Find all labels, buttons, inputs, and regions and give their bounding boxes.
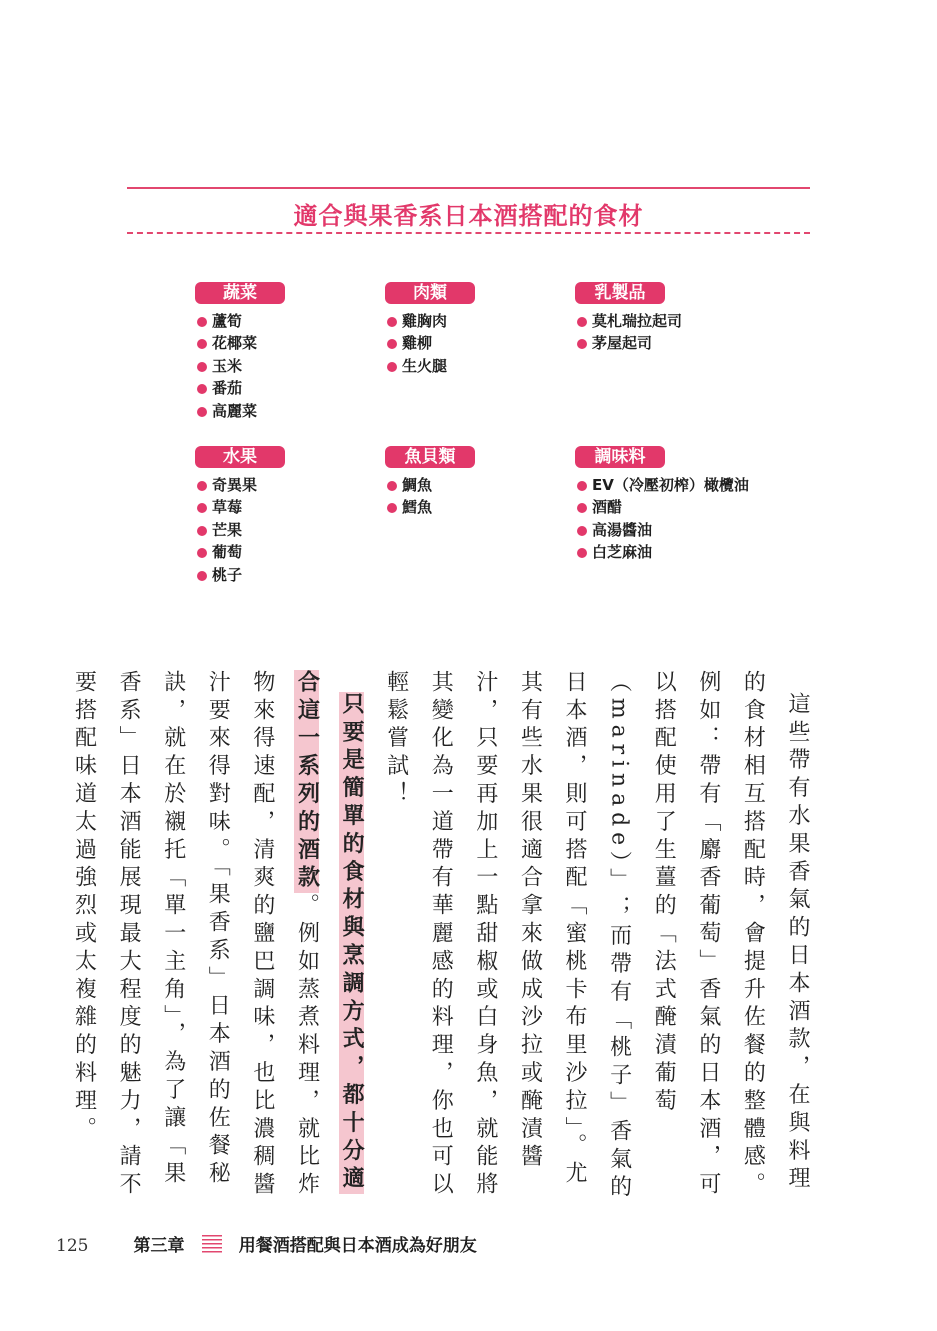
- list-item: 莫札瑞拉起司: [575, 310, 765, 332]
- bullet-dot-icon: [387, 503, 397, 513]
- bullet-dot-icon: [197, 481, 207, 491]
- bullet-dot-icon: [387, 317, 397, 327]
- list-item: 茅屋起司: [575, 332, 765, 354]
- bullet-dot-icon: [577, 503, 587, 513]
- title-top-rule: [127, 187, 810, 189]
- category-fruit: [195, 446, 385, 586]
- list-item: 草莓: [195, 496, 385, 518]
- list-item: 葡萄: [195, 541, 385, 563]
- list-item: 奇異果: [195, 474, 385, 496]
- category-meat: [385, 282, 575, 377]
- list-item: 鱈魚: [385, 496, 575, 518]
- list-item: 生火腿: [385, 355, 575, 377]
- bullet-dot-icon: [577, 317, 587, 327]
- list-item: 高麗菜: [195, 400, 385, 422]
- bullet-dot-icon: [387, 481, 397, 491]
- paragraph-2: [61, 670, 373, 1210]
- list-item: 白芝麻油: [575, 541, 805, 563]
- running-title: 用餐酒搭配與日本酒成為好朋友: [238, 1236, 477, 1256]
- bullet-dot-icon: [387, 339, 397, 349]
- category-seasoning: [575, 446, 805, 564]
- chapter-label: 第三章: [133, 1236, 185, 1256]
- bullet-dot-icon: [577, 548, 587, 558]
- list-item: 雞柳: [385, 332, 575, 354]
- bullet-dot-icon: [197, 339, 207, 349]
- category-vegetables: [195, 282, 385, 422]
- bullet-dot-icon: [197, 362, 207, 372]
- category-seafood: [385, 446, 575, 519]
- title-dashed-rule: [127, 232, 810, 234]
- paragraph-2-text: 。例如蒸煮料理，就比炸物來得速配，清爽的鹽巴調味，也比濃稠醬汁要來得對味。「果香系」日本酒的佐餐秘訣，就在於襯托「單一主角」，為了讓「果香系」日本酒能展現最大程度的魅力，請不要搭配味道太過強烈或太複雜的料理。: [71, 670, 320, 1201]
- list-item: 高湯醬油: [575, 519, 805, 541]
- bullet-dot-icon: [197, 503, 207, 513]
- bullet-dot-icon: [577, 526, 587, 536]
- body-text: [71, 670, 819, 1210]
- list-item: 花椰菜: [195, 332, 385, 354]
- list-item: 雞胸肉: [385, 310, 575, 332]
- category-label: 肉類: [385, 282, 475, 304]
- category-label: 魚貝類: [385, 446, 475, 468]
- category-dairy: [575, 282, 765, 355]
- striped-square-icon: [202, 1235, 222, 1255]
- page-number: 125: [56, 1236, 89, 1256]
- list-item: 鯛魚: [385, 474, 575, 496]
- bullet-dot-icon: [197, 407, 207, 417]
- list-item: 番茄: [195, 377, 385, 399]
- highlighted-text: 只要是簡單的食材與烹調方式，都十分適合這一系列的酒款: [294, 670, 365, 1195]
- bullet-dot-icon: [197, 384, 207, 394]
- list-item: EV（冷壓初榨）橄欖油: [575, 474, 805, 496]
- section-title: 適合與果香系日本酒搭配的食材: [293, 202, 644, 230]
- paragraph-1: 這些帶有水果香氣的日本酒款，在與料理的食材相互搭配時，會提升佐餐的整體感。例如：帶有「麝香葡萄」香氣的日本酒，可以搭配使用了生薑的「法式醃漬葡萄（marinade）」；而帶有「桃子」香氣的日本酒，則可搭配「蜜桃卡布里沙拉」。尤其有些水果很適合拿來做成沙拉或醃漬醬汁，只要再加上一點甜椒或白身魚，就能將其變化為一道帶有華麗感的料理，你也可以輕鬆嘗試！: [383, 670, 810, 1203]
- bullet-dot-icon: [197, 548, 207, 558]
- category-label: 調味料: [575, 446, 665, 468]
- bullet-dot-icon: [577, 339, 587, 349]
- list-item: 酒醋: [575, 496, 805, 518]
- list-item: 蘆筍: [195, 310, 385, 332]
- list-item: 玉米: [195, 355, 385, 377]
- bullet-dot-icon: [387, 362, 397, 372]
- bullet-dot-icon: [197, 526, 207, 536]
- bullet-dot-icon: [197, 571, 207, 581]
- list-item: 芒果: [195, 519, 385, 541]
- category-label: 水果: [195, 446, 285, 468]
- category-label: 蔬菜: [195, 282, 285, 304]
- bullet-dot-icon: [577, 481, 587, 491]
- list-item: 桃子: [195, 564, 385, 586]
- bullet-dot-icon: [197, 317, 207, 327]
- page-footer: [56, 1233, 477, 1259]
- category-label: 乳製品: [575, 282, 665, 304]
